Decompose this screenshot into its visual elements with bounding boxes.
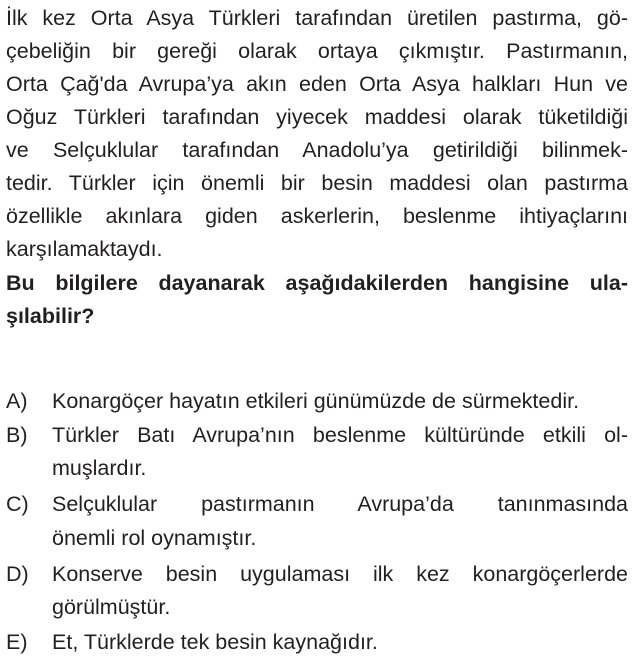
question-line-2: şılabilir? xyxy=(6,304,95,328)
passage-line-5: ve Selçuklular tarafından Anadolu’ya getirildiği bilinmek- xyxy=(6,138,628,162)
passage-line-6: tedir. Türkler için önemli bir besin maddesi olan pastırma xyxy=(6,171,628,195)
passage-line-8: karşılamaktaydı. xyxy=(6,237,163,261)
option-d-letter: D) xyxy=(6,562,29,586)
passage-line-4: Oğuz Türkleri tarafından yiyecek maddesi olarak tüketildiği xyxy=(6,105,628,129)
option-e-text: Et, Türklerde tek besin kaynağıdır. xyxy=(52,630,378,654)
passage-line-1: İlk kez Orta Asya Türkleri tarafından üretilen pastırma, gö- xyxy=(6,6,628,30)
option-d-text-2: görülmüştür. xyxy=(52,595,171,619)
passage-line-3: Orta Çağ'da Avrupa’ya akın eden Orta Asya halkları Hun ve xyxy=(6,72,628,96)
option-b-letter: B) xyxy=(6,423,28,447)
option-a-text: Konargöçer hayatın etkileri günümüzde de sürmektedir. xyxy=(52,389,580,413)
option-c-text-1: Selçuklular pastırmanın Avrupa’da tanınmasında xyxy=(52,492,628,516)
option-b-text-1: Türkler Batı Avrupa’nın beslenme kültüründe etkili ol- xyxy=(52,423,628,447)
option-d-text-1: Konserve besin uygulaması ilk kez konargöçerlerde xyxy=(52,562,628,586)
passage-line-2: çebeliğin bir gereği olarak ortaya çıkmıştır. Pastırmanın, xyxy=(6,39,628,63)
option-c-letter: C) xyxy=(6,492,29,516)
option-e-letter: E) xyxy=(6,630,28,654)
option-b-text-2: muşlardır. xyxy=(52,456,147,480)
question-line-1: Bu bilgilere dayanarak aşağıdakilerden hangisine ula- xyxy=(6,271,628,295)
option-c-text-2: önemli rol oynamıştır. xyxy=(52,526,257,550)
passage-line-7: özellikle akınlara giden askerlerin, beslenme ihtiyaçlarını xyxy=(6,204,628,228)
option-a-letter: A) xyxy=(6,389,28,413)
